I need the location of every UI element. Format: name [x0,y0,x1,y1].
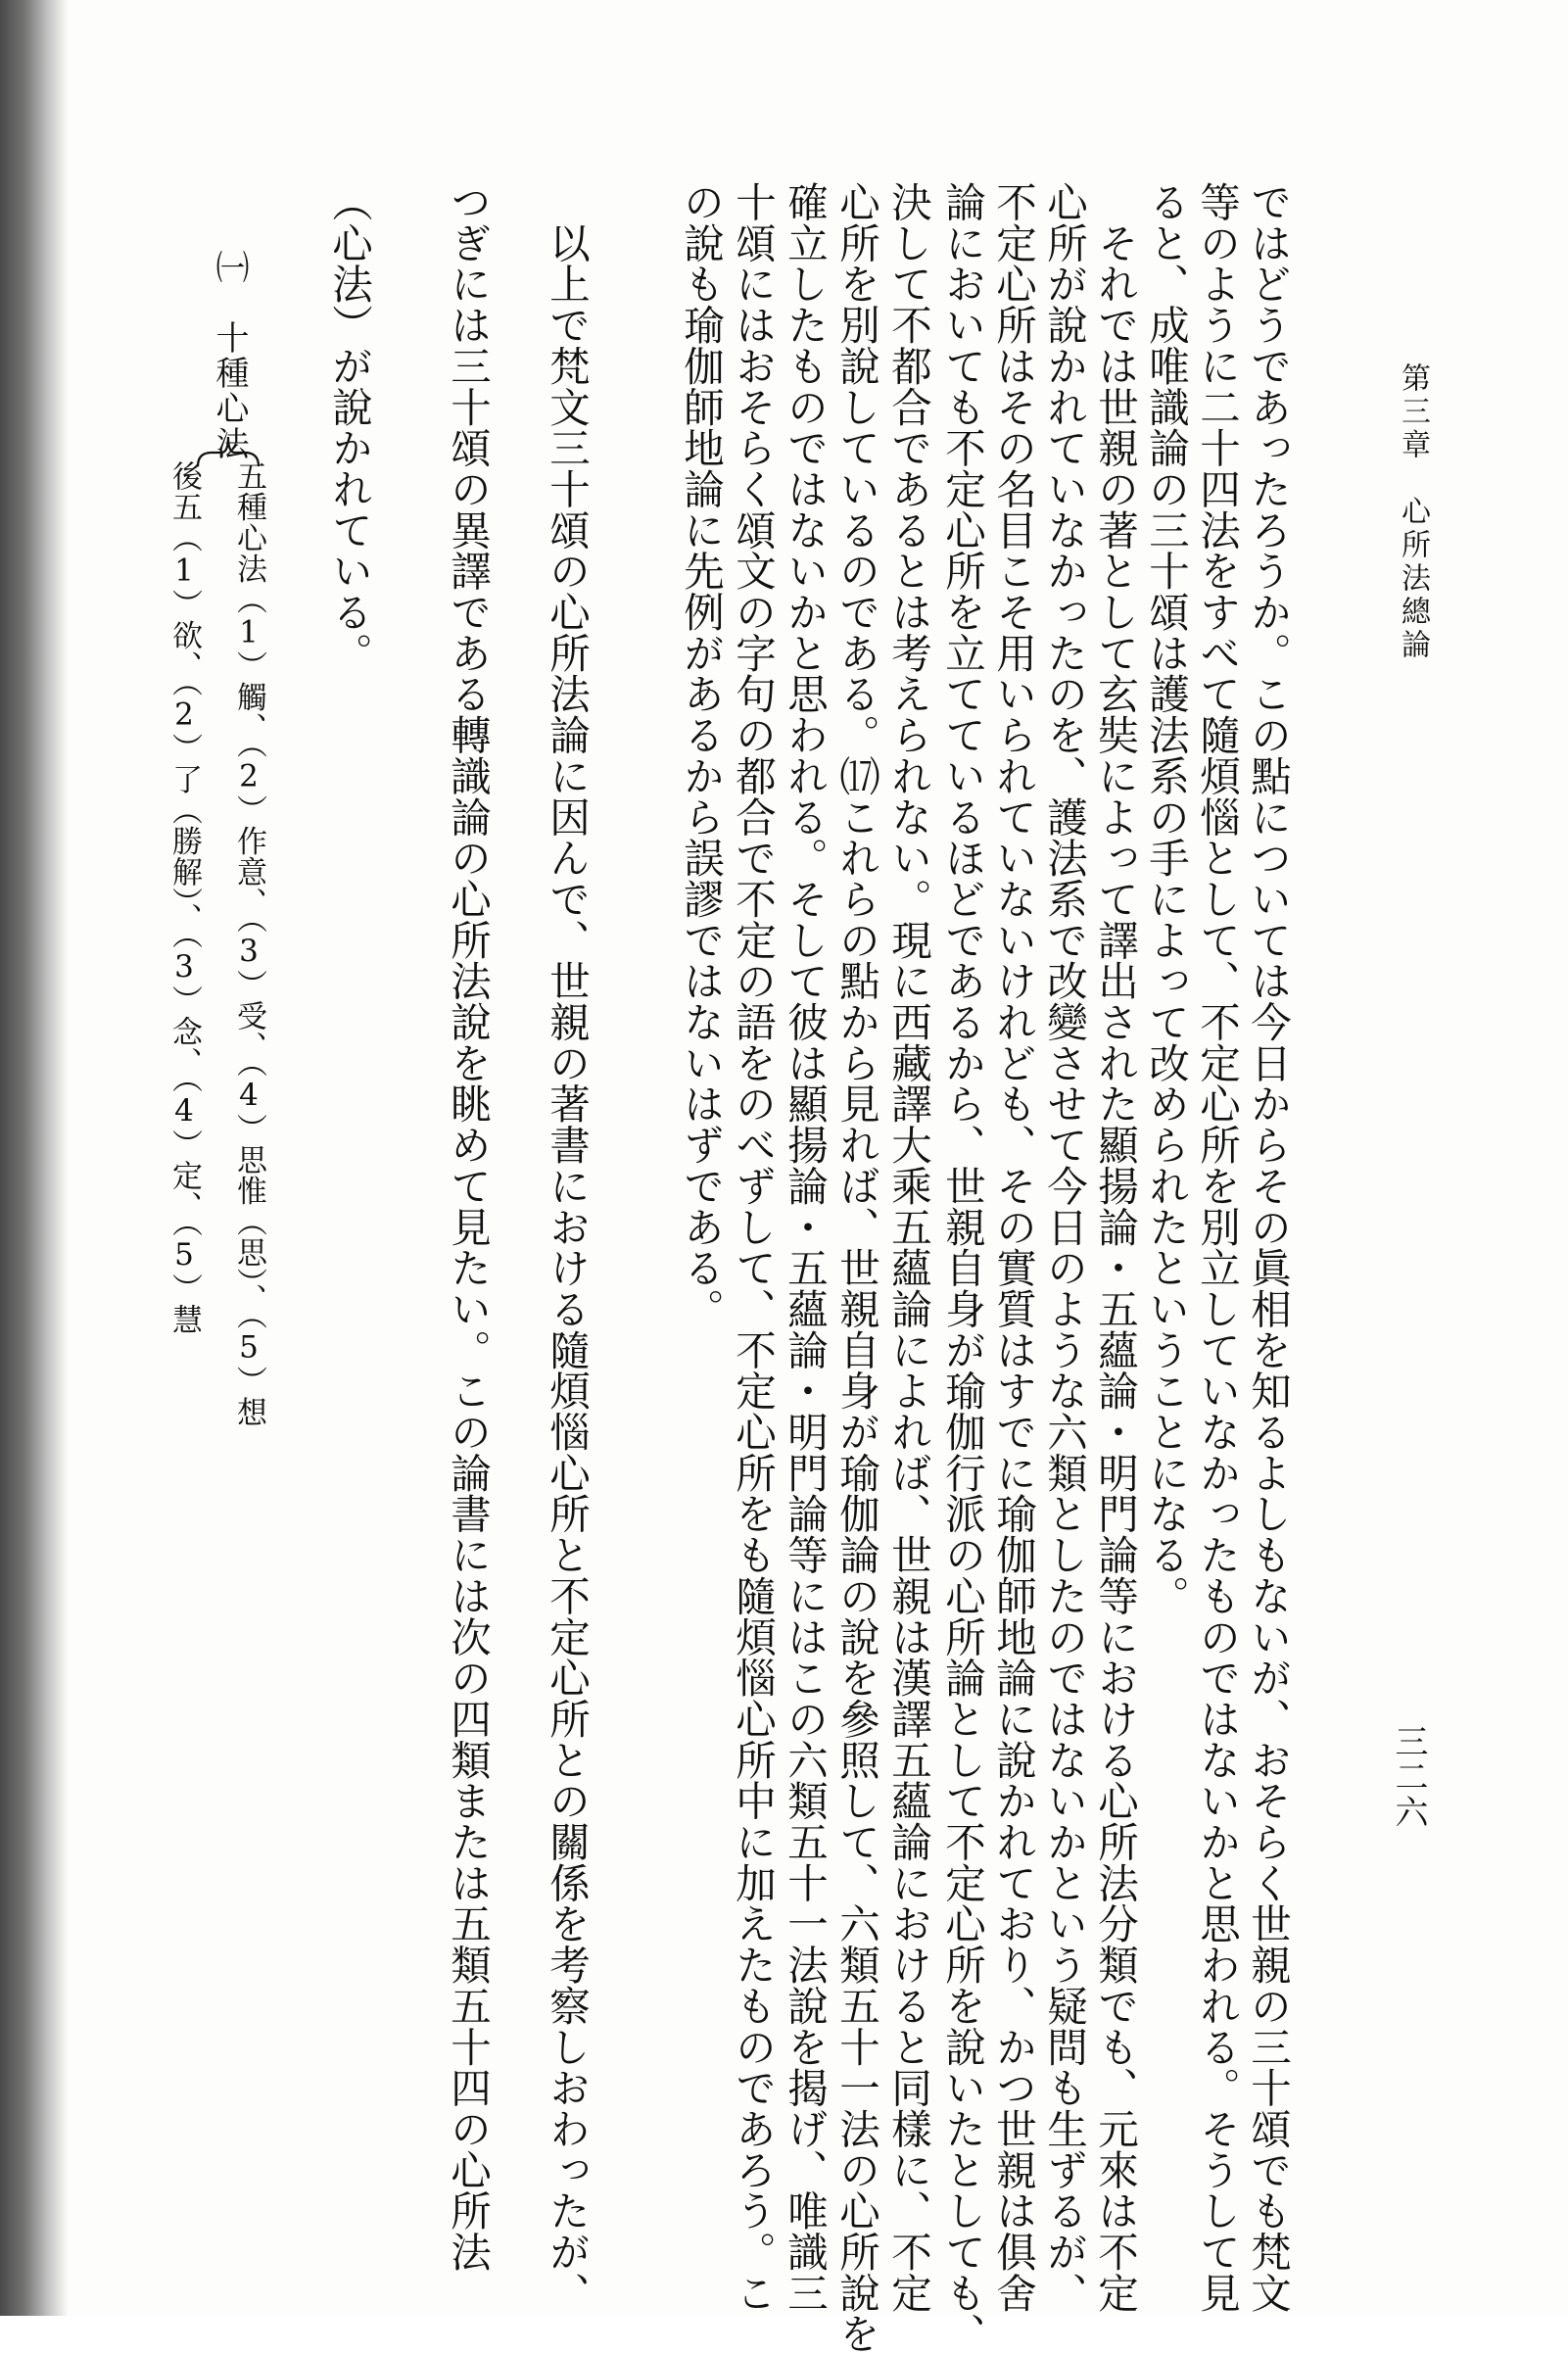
body-line: 論においても不定心所を立てているほどであるから、世親自身が瑜伽行派の心所論として不定心所を說いたとしても、 [938,181,986,2354]
body-line: 心所を別說しているのである。⒄これらの點から見れば、世親自身が瑜伽論の說を參照して、六類五十一法の心所說を [832,181,880,2354]
sub-item: 五種心法（1）觸、（2）作意、（3）受、（4）思惟（思）、（5）想 [231,460,266,1427]
body-line: 決して不都合であるとは考えられない。現に西藏譯大乘五蘊論によれば、世親は漢譯五蘊論におけると同樣に、不定 [884,181,932,2314]
page-number: 三二六 [1389,1724,1428,1830]
body-line: の說も瑜伽師地論に先例があるから誤謬ではないはずである。 [677,181,725,1329]
running-head: 第三章 心所法總論 [1396,362,1430,662]
body-line: つぎには三十頌の異譯である轉識論の心所法說を眺めて見たい。この論書には次の四類または五類五十四の心所法 [444,181,492,2273]
body-line: ではどうであったろうか。この點については今日からその眞相を知るよしもないが、おそらく世親の三十頌でも梵文 [1244,181,1292,2314]
body-line: それでは世親の著として玄奘によって譯出された顯揚論・五蘊論・明門論等における心所法分類でも、元來は不定 [1091,181,1139,2314]
body-line: 心所が說かれていなかったのを、護法系で改變させて今日のような六類としたのではないかという疑問も生ずるが、 [1040,181,1088,2314]
body-line: ると、成唯識論の三十頌は護法系の手によって改められたということになる。 [1142,181,1190,1616]
body-line: 十頌にはおそらく頌文の字句の都合で不定の語をのべずして、不定心所をも隨煩惱心所中に加えたものであろう。こ [729,181,777,2314]
section-heading: ㈠ 十種心法 [210,250,249,461]
sub-item: 後五（1）欲、（2）了（勝解）、（3）念、（4）定、（5）慧 [166,460,202,1335]
body-line: 確立したものではないかと思われる。そして彼は顯揚論・五蘊論・明門論等にはこの六類五十一法說を揭げ、唯識三 [781,181,829,2314]
scan-shadow [0,0,69,2316]
body-line: 以上で梵文三十頌の心所法論に因んで、世親の著書における隨煩惱心所と不定心所との關係を考察しおわったが、 [543,181,591,2314]
body-line: 等のように二十四法をすべて隨煩惱として、不定心所を別立していなかったものではないかと思われる。そうして見 [1193,181,1241,2314]
body-line: 不定心所はその名目こそ用いられていないけれども、その實質はすでに瑜伽師地論に說かれており、かつ世親は俱舍 [989,181,1037,2314]
body-line: （心法）が說かれている。 [325,181,373,674]
